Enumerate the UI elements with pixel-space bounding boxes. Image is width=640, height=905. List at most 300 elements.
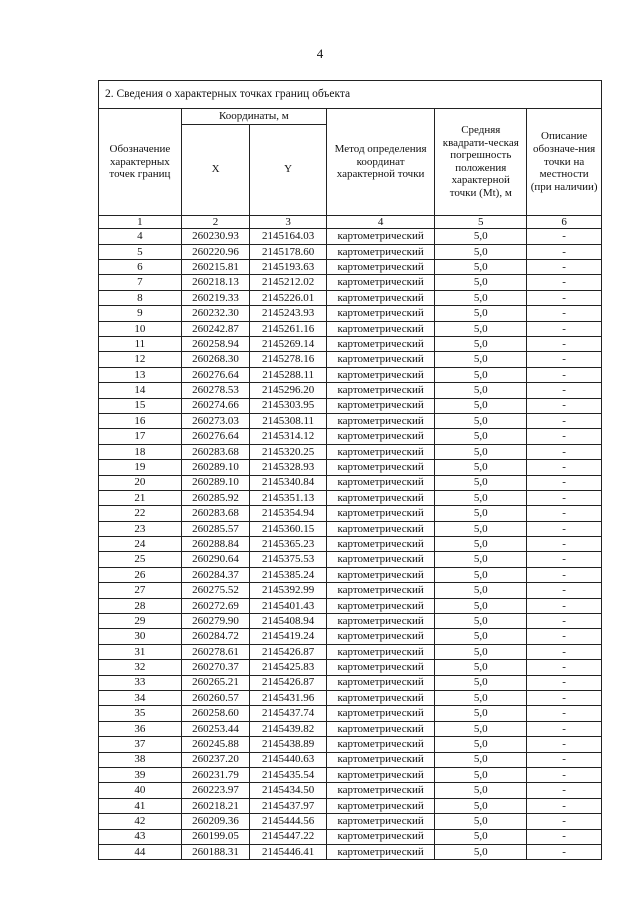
- mean-error-cell: 5,0: [435, 629, 527, 644]
- table-row: [99, 352, 602, 367]
- point-id-cell: 41: [99, 798, 182, 813]
- x-coordinate-cell: 260219.33: [181, 290, 249, 305]
- mean-error-cell: 5,0: [435, 429, 527, 444]
- x-coordinate-cell: 260245.88: [181, 737, 249, 752]
- method-cell: картометрический: [326, 552, 434, 567]
- y-coordinate-cell: 2145269.14: [250, 337, 327, 352]
- y-coordinate-cell: 2145226.01: [250, 290, 327, 305]
- method-cell: картометрический: [326, 383, 434, 398]
- table-row: [99, 383, 602, 398]
- method-cell: картометрический: [326, 260, 434, 275]
- table-row: [99, 306, 602, 321]
- mean-error-cell: 5,0: [435, 413, 527, 428]
- y-coordinate-cell: 2145437.74: [250, 706, 327, 721]
- description-cell: -: [527, 260, 602, 275]
- x-coordinate-cell: 260230.93: [181, 229, 249, 244]
- y-coordinate-cell: 2145437.97: [250, 798, 327, 813]
- table-row: [99, 460, 602, 475]
- point-id-cell: 34: [99, 691, 182, 706]
- y-coordinate-cell: 2145440.63: [250, 752, 327, 767]
- y-coordinate-cell: 2145303.95: [250, 398, 327, 413]
- method-cell: картометрический: [326, 352, 434, 367]
- point-id-cell: 31: [99, 644, 182, 659]
- mean-error-cell: 5,0: [435, 244, 527, 259]
- mean-error-cell: 5,0: [435, 614, 527, 629]
- description-cell: -: [527, 306, 602, 321]
- x-coordinate-cell: 260284.72: [181, 629, 249, 644]
- column-number: 3: [250, 215, 327, 229]
- column-number-row: [99, 215, 602, 229]
- x-coordinate-cell: 260232.30: [181, 306, 249, 321]
- description-cell: -: [527, 475, 602, 490]
- y-coordinate-cell: 2145447.22: [250, 829, 327, 844]
- method-cell: картометрический: [326, 321, 434, 336]
- x-coordinate-cell: 260268.30: [181, 352, 249, 367]
- description-cell: -: [527, 460, 602, 475]
- mean-error-cell: 5,0: [435, 844, 527, 859]
- x-coordinate-cell: 260258.94: [181, 337, 249, 352]
- point-id-cell: 26: [99, 567, 182, 582]
- method-cell: картометрический: [326, 275, 434, 290]
- mean-error-cell: 5,0: [435, 506, 527, 521]
- x-coordinate-cell: 260215.81: [181, 260, 249, 275]
- point-id-cell: 38: [99, 752, 182, 767]
- table-row: [99, 706, 602, 721]
- table-row: [99, 229, 602, 244]
- table-row: [99, 583, 602, 598]
- method-cell: картометрический: [326, 444, 434, 459]
- point-id-cell: 22: [99, 506, 182, 521]
- point-id-cell: 14: [99, 383, 182, 398]
- description-cell: -: [527, 429, 602, 444]
- method-cell: картометрический: [326, 290, 434, 305]
- x-coordinate-cell: 260285.92: [181, 490, 249, 505]
- y-coordinate-cell: 2145320.25: [250, 444, 327, 459]
- y-coordinate-cell: 2145328.93: [250, 460, 327, 475]
- mean-error-cell: 5,0: [435, 814, 527, 829]
- description-cell: -: [527, 383, 602, 398]
- point-id-cell: 28: [99, 598, 182, 613]
- x-coordinate-cell: 260274.66: [181, 398, 249, 413]
- table-body: [99, 229, 602, 860]
- point-id-cell: 21: [99, 490, 182, 505]
- table-row: [99, 244, 602, 259]
- description-cell: -: [527, 290, 602, 305]
- x-coordinate-cell: 260270.37: [181, 660, 249, 675]
- mean-error-cell: 5,0: [435, 275, 527, 290]
- method-cell: картометрический: [326, 598, 434, 613]
- table-row: [99, 767, 602, 782]
- description-cell: -: [527, 398, 602, 413]
- point-id-cell: 17: [99, 429, 182, 444]
- mean-error-cell: 5,0: [435, 783, 527, 798]
- column-number: 4: [326, 215, 434, 229]
- table-row: [99, 506, 602, 521]
- table-row: [99, 814, 602, 829]
- table-row: [99, 429, 602, 444]
- x-coordinate-cell: 260276.64: [181, 429, 249, 444]
- method-cell: картометрический: [326, 306, 434, 321]
- x-coordinate-cell: 260275.52: [181, 583, 249, 598]
- point-id-cell: 40: [99, 783, 182, 798]
- y-coordinate-cell: 2145401.43: [250, 598, 327, 613]
- point-id-cell: 25: [99, 552, 182, 567]
- x-coordinate-cell: 260290.64: [181, 552, 249, 567]
- mean-error-cell: 5,0: [435, 321, 527, 336]
- x-coordinate-cell: 260199.05: [181, 829, 249, 844]
- description-cell: -: [527, 598, 602, 613]
- table-row: [99, 475, 602, 490]
- y-coordinate-cell: 2145408.94: [250, 614, 327, 629]
- method-cell: картометрический: [326, 229, 434, 244]
- method-cell: картометрический: [326, 675, 434, 690]
- y-coordinate-cell: 2145365.23: [250, 537, 327, 552]
- mean-error-cell: 5,0: [435, 829, 527, 844]
- table-row: [99, 367, 602, 382]
- description-cell: -: [527, 675, 602, 690]
- x-coordinate-cell: 260223.97: [181, 783, 249, 798]
- description-cell: -: [527, 567, 602, 582]
- header-point-designation: Обозначение характерных точек границ: [99, 109, 182, 216]
- method-cell: картометрический: [326, 537, 434, 552]
- point-id-cell: 16: [99, 413, 182, 428]
- y-coordinate-cell: 2145434.50: [250, 783, 327, 798]
- mean-error-cell: 5,0: [435, 367, 527, 382]
- point-id-cell: 39: [99, 767, 182, 782]
- point-id-cell: 11: [99, 337, 182, 352]
- x-coordinate-cell: 260279.90: [181, 614, 249, 629]
- method-cell: картометрический: [326, 660, 434, 675]
- point-id-cell: 18: [99, 444, 182, 459]
- point-id-cell: 15: [99, 398, 182, 413]
- description-cell: -: [527, 275, 602, 290]
- description-cell: -: [527, 413, 602, 428]
- x-coordinate-cell: 260231.79: [181, 767, 249, 782]
- x-coordinate-cell: 260289.10: [181, 475, 249, 490]
- y-coordinate-cell: 2145351.13: [250, 490, 327, 505]
- description-cell: -: [527, 737, 602, 752]
- mean-error-cell: 5,0: [435, 598, 527, 613]
- table-row: [99, 413, 602, 428]
- table-row: [99, 675, 602, 690]
- mean-error-cell: 5,0: [435, 444, 527, 459]
- description-cell: -: [527, 629, 602, 644]
- mean-error-cell: 5,0: [435, 691, 527, 706]
- mean-error-cell: 5,0: [435, 306, 527, 321]
- y-coordinate-cell: 2145212.02: [250, 275, 327, 290]
- y-coordinate-cell: 2145261.16: [250, 321, 327, 336]
- y-coordinate-cell: 2145278.16: [250, 352, 327, 367]
- mean-error-cell: 5,0: [435, 798, 527, 813]
- y-coordinate-cell: 2145178.60: [250, 244, 327, 259]
- x-coordinate-cell: 260285.57: [181, 521, 249, 536]
- point-id-cell: 29: [99, 614, 182, 629]
- x-coordinate-cell: 260278.53: [181, 383, 249, 398]
- method-cell: картометрический: [326, 244, 434, 259]
- mean-error-cell: 5,0: [435, 537, 527, 552]
- y-coordinate-cell: 2145193.63: [250, 260, 327, 275]
- table-row: [99, 737, 602, 752]
- header-method: Метод определения координат характерной точки: [326, 109, 434, 216]
- method-cell: картометрический: [326, 644, 434, 659]
- description-cell: -: [527, 444, 602, 459]
- header-coordinates: Координаты, м: [181, 109, 326, 125]
- x-coordinate-cell: 260289.10: [181, 460, 249, 475]
- table-row: [99, 537, 602, 552]
- table-row: [99, 552, 602, 567]
- description-cell: -: [527, 783, 602, 798]
- point-id-cell: 9: [99, 306, 182, 321]
- description-cell: -: [527, 521, 602, 536]
- table-row: [99, 660, 602, 675]
- x-coordinate-cell: 260272.69: [181, 598, 249, 613]
- x-coordinate-cell: 260273.03: [181, 413, 249, 428]
- method-cell: картометрический: [326, 583, 434, 598]
- y-coordinate-cell: 2145425.83: [250, 660, 327, 675]
- y-coordinate-cell: 2145431.96: [250, 691, 327, 706]
- mean-error-cell: 5,0: [435, 567, 527, 582]
- x-coordinate-cell: 260218.21: [181, 798, 249, 813]
- table-row: [99, 721, 602, 736]
- column-number: 1: [99, 215, 182, 229]
- mean-error-cell: 5,0: [435, 398, 527, 413]
- table-row: [99, 398, 602, 413]
- y-coordinate-cell: 2145444.56: [250, 814, 327, 829]
- description-cell: -: [527, 229, 602, 244]
- header-x: X: [181, 124, 249, 215]
- point-id-cell: 32: [99, 660, 182, 675]
- description-cell: -: [527, 352, 602, 367]
- mean-error-cell: 5,0: [435, 737, 527, 752]
- mean-error-cell: 5,0: [435, 644, 527, 659]
- description-cell: -: [527, 798, 602, 813]
- y-coordinate-cell: 2145296.20: [250, 383, 327, 398]
- method-cell: картометрический: [326, 691, 434, 706]
- y-coordinate-cell: 2145164.03: [250, 229, 327, 244]
- x-coordinate-cell: 260276.64: [181, 367, 249, 382]
- mean-error-cell: 5,0: [435, 521, 527, 536]
- header-mean-error: Средняя квадрати-ческая погрешность положения характерной точки (Mt), м: [435, 109, 527, 216]
- point-id-cell: 35: [99, 706, 182, 721]
- mean-error-cell: 5,0: [435, 290, 527, 305]
- table-row: [99, 260, 602, 275]
- x-coordinate-cell: 260188.31: [181, 844, 249, 859]
- x-coordinate-cell: 260220.96: [181, 244, 249, 259]
- y-coordinate-cell: 2145419.24: [250, 629, 327, 644]
- description-cell: -: [527, 814, 602, 829]
- x-coordinate-cell: 260260.57: [181, 691, 249, 706]
- mean-error-cell: 5,0: [435, 475, 527, 490]
- point-id-cell: 6: [99, 260, 182, 275]
- table-row: [99, 829, 602, 844]
- page-number: 4: [316, 46, 324, 61]
- point-id-cell: 5: [99, 244, 182, 259]
- mean-error-cell: 5,0: [435, 383, 527, 398]
- point-id-cell: 33: [99, 675, 182, 690]
- method-cell: картометрический: [326, 798, 434, 813]
- description-cell: -: [527, 767, 602, 782]
- table-row: [99, 644, 602, 659]
- method-cell: картометрический: [326, 337, 434, 352]
- description-cell: -: [527, 644, 602, 659]
- mean-error-cell: 5,0: [435, 260, 527, 275]
- method-cell: картометрический: [326, 398, 434, 413]
- description-cell: -: [527, 490, 602, 505]
- boundary-points-table: [98, 80, 602, 860]
- point-id-cell: 12: [99, 352, 182, 367]
- y-coordinate-cell: 2145439.82: [250, 721, 327, 736]
- mean-error-cell: 5,0: [435, 675, 527, 690]
- point-id-cell: 30: [99, 629, 182, 644]
- table-row: [99, 490, 602, 505]
- x-coordinate-cell: 260284.37: [181, 567, 249, 582]
- column-number: 5: [435, 215, 527, 229]
- x-coordinate-cell: 260278.61: [181, 644, 249, 659]
- y-coordinate-cell: 2145446.41: [250, 844, 327, 859]
- description-cell: -: [527, 660, 602, 675]
- description-cell: -: [527, 552, 602, 567]
- table-row: [99, 275, 602, 290]
- y-coordinate-cell: 2145314.12: [250, 429, 327, 444]
- x-coordinate-cell: 260242.87: [181, 321, 249, 336]
- mean-error-cell: 5,0: [435, 767, 527, 782]
- table-row: [99, 290, 602, 305]
- mean-error-cell: 5,0: [435, 706, 527, 721]
- description-cell: -: [527, 337, 602, 352]
- point-id-cell: 20: [99, 475, 182, 490]
- method-cell: картометрический: [326, 413, 434, 428]
- method-cell: картометрический: [326, 506, 434, 521]
- description-cell: -: [527, 706, 602, 721]
- header-y: Y: [250, 124, 327, 215]
- table-row: [99, 844, 602, 859]
- y-coordinate-cell: 2145375.53: [250, 552, 327, 567]
- table-row: [99, 337, 602, 352]
- point-id-cell: 7: [99, 275, 182, 290]
- point-id-cell: 13: [99, 367, 182, 382]
- y-coordinate-cell: 2145354.94: [250, 506, 327, 521]
- mean-error-cell: 5,0: [435, 583, 527, 598]
- y-coordinate-cell: 2145385.24: [250, 567, 327, 582]
- y-coordinate-cell: 2145243.93: [250, 306, 327, 321]
- y-coordinate-cell: 2145392.99: [250, 583, 327, 598]
- section-title: 2. Сведения о характерных точках границ объекта: [99, 81, 602, 109]
- method-cell: картометрический: [326, 783, 434, 798]
- method-cell: картометрический: [326, 721, 434, 736]
- y-coordinate-cell: 2145340.84: [250, 475, 327, 490]
- mean-error-cell: 5,0: [435, 721, 527, 736]
- method-cell: картометрический: [326, 460, 434, 475]
- y-coordinate-cell: 2145426.87: [250, 644, 327, 659]
- description-cell: -: [527, 691, 602, 706]
- method-cell: картометрический: [326, 737, 434, 752]
- point-id-cell: 19: [99, 460, 182, 475]
- x-coordinate-cell: 260283.68: [181, 444, 249, 459]
- point-id-cell: 37: [99, 737, 182, 752]
- x-coordinate-cell: 260253.44: [181, 721, 249, 736]
- method-cell: картометрический: [326, 752, 434, 767]
- method-cell: картометрический: [326, 367, 434, 382]
- point-id-cell: 10: [99, 321, 182, 336]
- x-coordinate-cell: 260265.21: [181, 675, 249, 690]
- column-number: 6: [527, 215, 602, 229]
- mean-error-cell: 5,0: [435, 490, 527, 505]
- description-cell: -: [527, 537, 602, 552]
- point-id-cell: 44: [99, 844, 182, 859]
- description-cell: -: [527, 721, 602, 736]
- y-coordinate-cell: 2145435.54: [250, 767, 327, 782]
- table-row: [99, 798, 602, 813]
- point-id-cell: 36: [99, 721, 182, 736]
- description-cell: -: [527, 583, 602, 598]
- description-cell: -: [527, 829, 602, 844]
- x-coordinate-cell: 260258.60: [181, 706, 249, 721]
- point-id-cell: 43: [99, 829, 182, 844]
- y-coordinate-cell: 2145288.11: [250, 367, 327, 382]
- x-coordinate-cell: 260237.20: [181, 752, 249, 767]
- method-cell: картометрический: [326, 429, 434, 444]
- method-cell: картометрический: [326, 567, 434, 582]
- table-row: [99, 598, 602, 613]
- y-coordinate-cell: 2145438.89: [250, 737, 327, 752]
- mean-error-cell: 5,0: [435, 352, 527, 367]
- mean-error-cell: 5,0: [435, 337, 527, 352]
- description-cell: -: [527, 244, 602, 259]
- x-coordinate-cell: 260288.84: [181, 537, 249, 552]
- x-coordinate-cell: 260283.68: [181, 506, 249, 521]
- description-cell: -: [527, 506, 602, 521]
- table-row: [99, 691, 602, 706]
- method-cell: картометрический: [326, 521, 434, 536]
- x-coordinate-cell: 260218.13: [181, 275, 249, 290]
- description-cell: -: [527, 614, 602, 629]
- point-id-cell: 27: [99, 583, 182, 598]
- mean-error-cell: 5,0: [435, 752, 527, 767]
- point-id-cell: 8: [99, 290, 182, 305]
- mean-error-cell: 5,0: [435, 229, 527, 244]
- point-id-cell: 42: [99, 814, 182, 829]
- method-cell: картометрический: [326, 706, 434, 721]
- mean-error-cell: 5,0: [435, 460, 527, 475]
- mean-error-cell: 5,0: [435, 552, 527, 567]
- description-cell: -: [527, 844, 602, 859]
- method-cell: картометрический: [326, 475, 434, 490]
- method-cell: картометрический: [326, 814, 434, 829]
- y-coordinate-cell: 2145360.15: [250, 521, 327, 536]
- y-coordinate-cell: 2145426.87: [250, 675, 327, 690]
- point-id-cell: 4: [99, 229, 182, 244]
- point-id-cell: 23: [99, 521, 182, 536]
- table-row: [99, 614, 602, 629]
- table-row: [99, 629, 602, 644]
- table-row: [99, 567, 602, 582]
- table-row: [99, 783, 602, 798]
- x-coordinate-cell: 260209.36: [181, 814, 249, 829]
- description-cell: -: [527, 752, 602, 767]
- method-cell: картометрический: [326, 614, 434, 629]
- table-row: [99, 521, 602, 536]
- column-number: 2: [181, 215, 249, 229]
- method-cell: картометрический: [326, 490, 434, 505]
- method-cell: картометрический: [326, 767, 434, 782]
- method-cell: картометрический: [326, 829, 434, 844]
- method-cell: картометрический: [326, 844, 434, 859]
- table-row: [99, 444, 602, 459]
- point-id-cell: 24: [99, 537, 182, 552]
- mean-error-cell: 5,0: [435, 660, 527, 675]
- description-cell: -: [527, 321, 602, 336]
- description-cell: -: [527, 367, 602, 382]
